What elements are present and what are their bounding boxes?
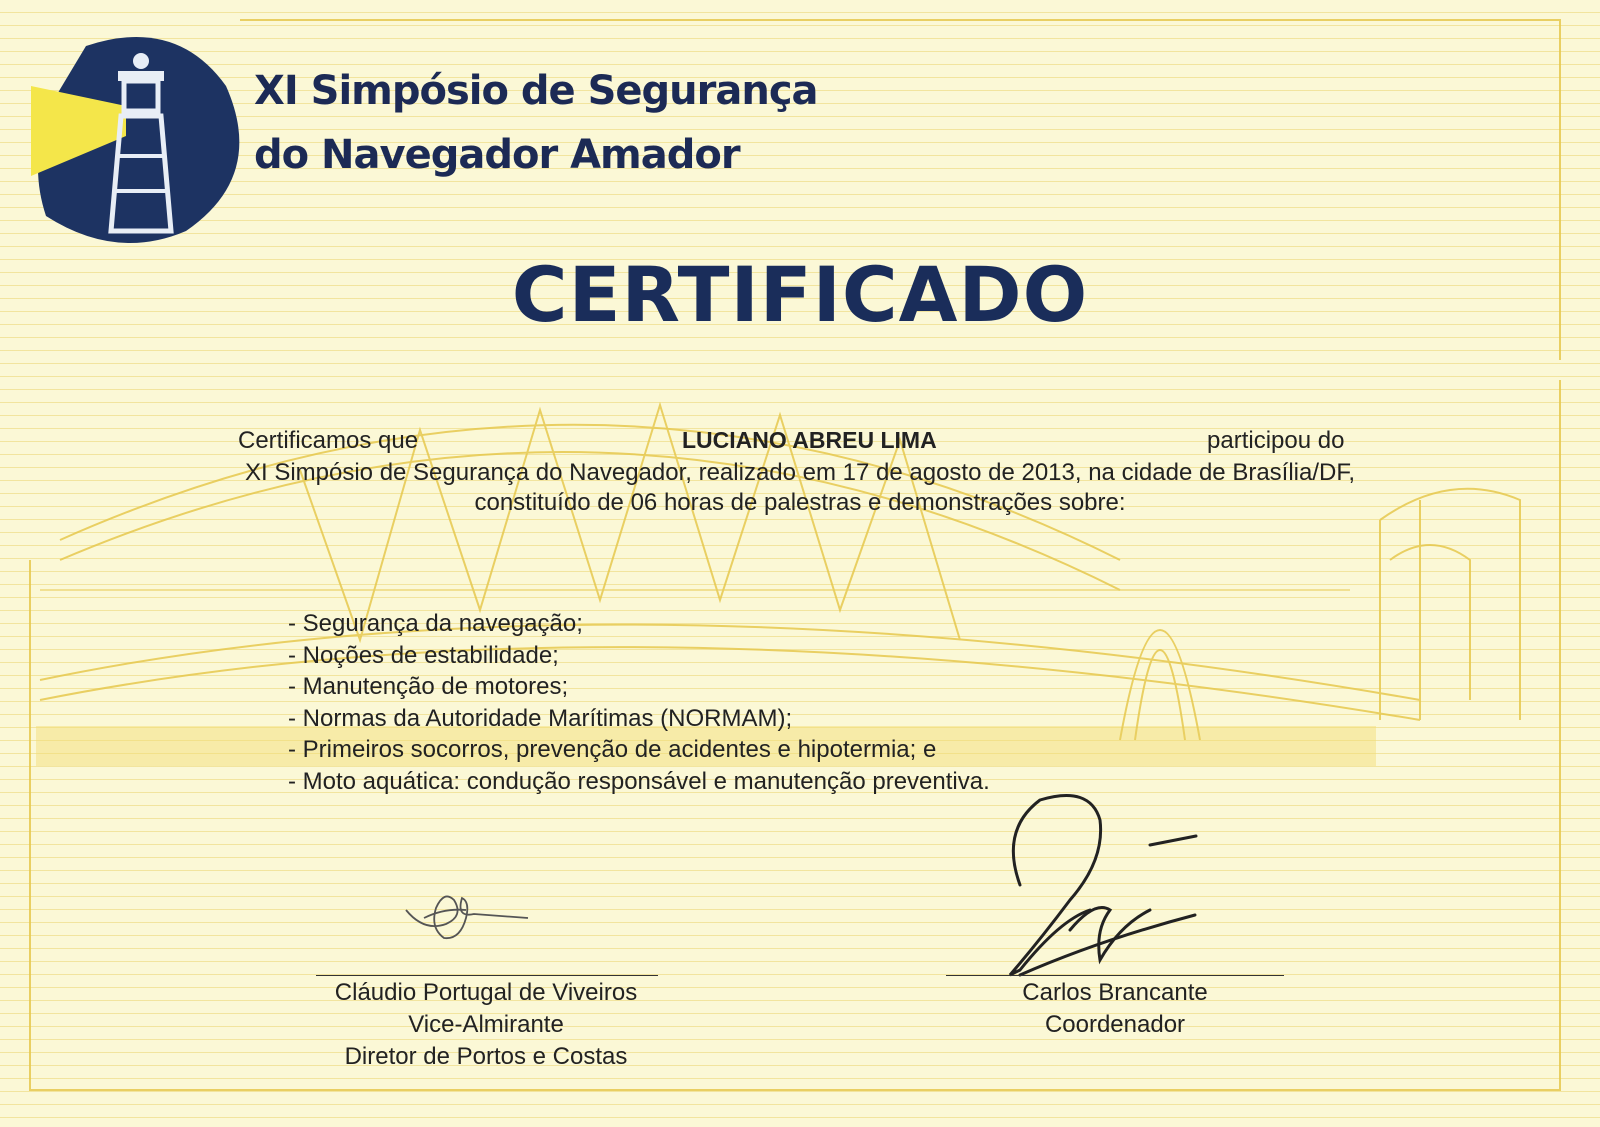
topic-item: - Segurança da navegação;: [288, 610, 583, 637]
topic-item: - Primeiros socorros, prevenção de acidentes e hipotermia; e: [288, 736, 937, 763]
topic-item: - Normas da Autoridade Marítimas (NORMAM);: [288, 704, 793, 732]
right-signatory-name: Carlos Brancante: [1022, 979, 1208, 1006]
left-signatory-name: Cláudio Portugal de Viveiros: [334, 979, 638, 1006]
left-signature-icon: [404, 888, 534, 944]
right-signatory-role: Coordenador: [1044, 1011, 1186, 1038]
event-description: XI Simpósio de Segurança do Navegador, realizado em 17 de agosto de 2013, na cidade de Brasília/DF,: [244, 459, 1356, 486]
lighthouse-logo-icon: [26, 26, 246, 246]
recipient-name: LUCIANO ABREU LIMA: [682, 427, 937, 453]
topic-item: - Noções de estabilidade;: [288, 641, 559, 669]
left-signature-line: [316, 975, 658, 976]
right-signature-line: [946, 975, 1284, 976]
left-signatory-rank: Vice-Almirante: [408, 1011, 564, 1038]
topic-item: - Moto aquática: condução responsável e manutenção preventiva.: [288, 767, 990, 795]
event-duration: constituído de 06 horas de palestras e demonstrações sobre:: [474, 489, 1126, 516]
right-signature-icon: [1000, 790, 1230, 990]
event-title-line-2: do Navegador Amador: [254, 132, 740, 178]
topic-item: - Manutenção de motores;: [288, 673, 569, 700]
certificate-title: CERTIFICADO: [511, 250, 1089, 339]
certificate-intro: Certificamos que: [238, 427, 419, 454]
event-title-line-1: XI Simpósio de Segurança: [254, 68, 818, 114]
topics-list: [288, 608, 990, 797]
left-signatory-title: Diretor de Portos e Costas: [344, 1043, 628, 1070]
participated-text: participou do: [1207, 427, 1345, 454]
